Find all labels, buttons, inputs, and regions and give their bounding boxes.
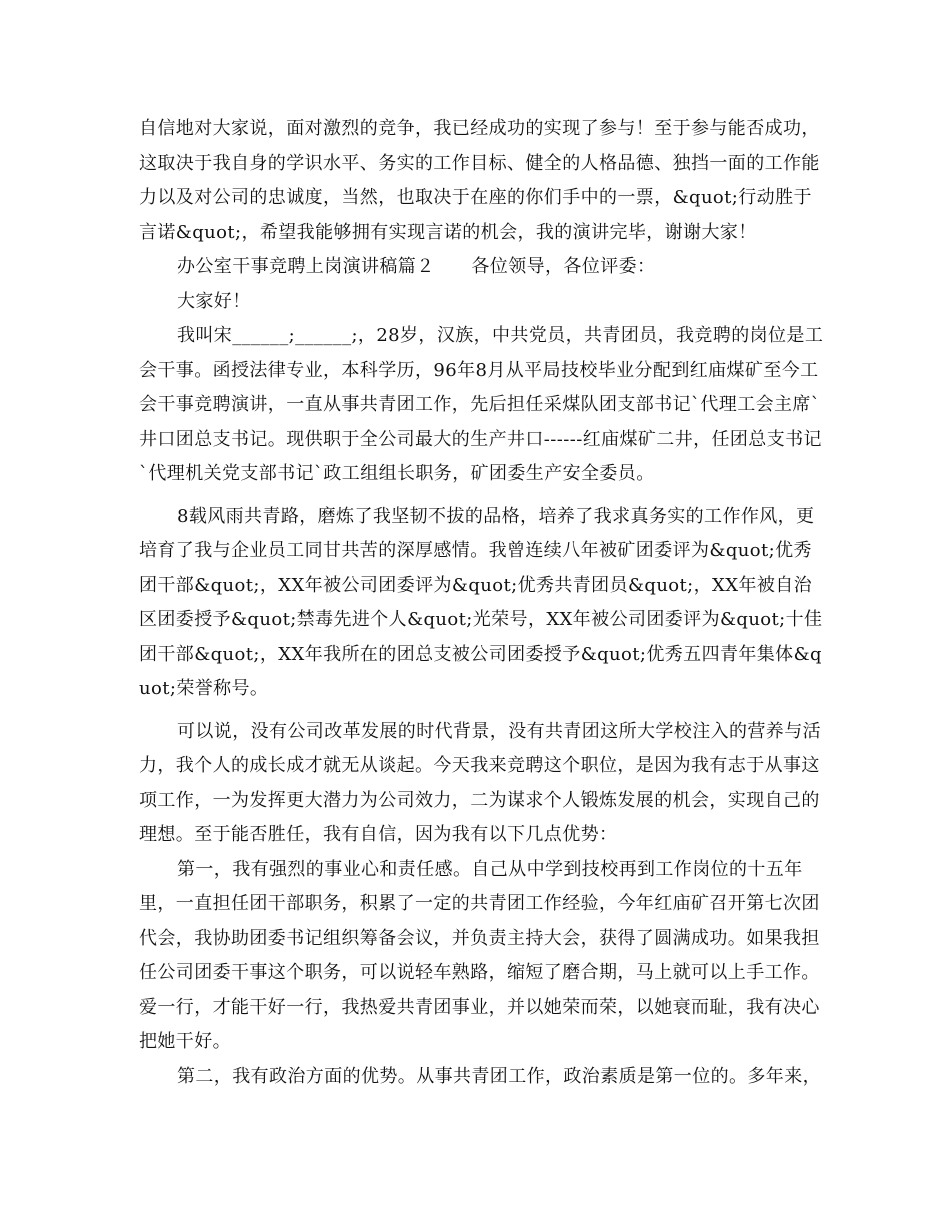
paragraph-introduction: 我叫宋______;______;，28岁，汉族，中共党员，共青团员，我竞聘的岗位是工会干事。函授法律专业，本科学历，96年8月从平局技校毕业分配到红庙煤矿至今工会干事竞聘演讲，一直从事共青团工作，先后担任采煤队团支部书记`代理工会主席`井口团总支书记。现供职于全公司最大的生产井口------红庙煤矿二井，任团总支书记`代理机关党支部书记`政工组组长职务，矿团委生产安全委员。 xyxy=(139,325,824,484)
paragraph-advantage-two: 第二，我有政治方面的优势。从事共青团工作，政治素质是第一位的。多年来， xyxy=(177,1065,821,1087)
paragraph-greeting: 大家好！ xyxy=(177,290,251,312)
paragraph-advantage-one: 第一，我有强烈的事业心和责任感。自己从中学到技校再到工作岗位的十五年里，一直担任团干部职务，积累了一定的共青团工作经验，今年红庙矿召开第七次团代会，我协助团委书记组织筹备会议，并负责主持大会，获得了圆满成功。如果我担任公司团委干事这个职务，可以说轻车熟路，缩短了磨合期，马上就可以上手工作。爱一行，才能干好一行，我热爱共青团事业，并以她荣而荣，以她衰而耻，我有决心把她干好。 xyxy=(139,858,820,1052)
paragraph-motivation: 可以说，没有公司改革发展的时代背景，没有共青团这所大学校注入的营养与活力，我个人的成长成才就无从谈起。今天我来竞聘这个职位，是因为我有志于从事这项工作，一为发挥更大潜力为公司效力，二为谋求个人锻炼发展的机会，实现自己的理想。至于能否胜任，我有自信，因为我有以下几点优势： xyxy=(139,720,821,845)
document-page xyxy=(139,112,829,1094)
paragraph-closing: 自信地对大家说，面对激烈的竞争，我已经成功的实现了参与！至于参与能否成功，这取决于我自身的学识水平、务实的工作目标、健全的人格品德、独挡一面的工作能力以及对公司的忠诚度，当然，也取决于在座的你们手中的一票，&quot;行动胜于言诺&quot;，希望我能够拥有实现言诺的机会，我的演讲完毕，谢谢大家！ xyxy=(139,118,820,243)
paragraph-heading: 办公室干事竞聘上岗演讲稿篇２ 各位领导，各位评委： xyxy=(177,256,656,277)
paragraph-experience: 8载风雨共青路，磨炼了我坚韧不拔的品格，培养了我求真务实的工作作风，更培育了我与企业员工同甘共苦的深厚感情。我曾连续八年被矿团委评为&quot;优秀团干部&quot;，XX年被公司团委评为&quot;优秀共青团员&quot;，XX年被自治区团委授予&quot;禁毒先进个人&quot;光荣号，XX年被公司团委评为&quot;十佳团干部&quot;，XX年我所在的团总支被公司团委授予&quot;优秀五四青年集体&quot;荣誉称号。 xyxy=(139,505,823,699)
